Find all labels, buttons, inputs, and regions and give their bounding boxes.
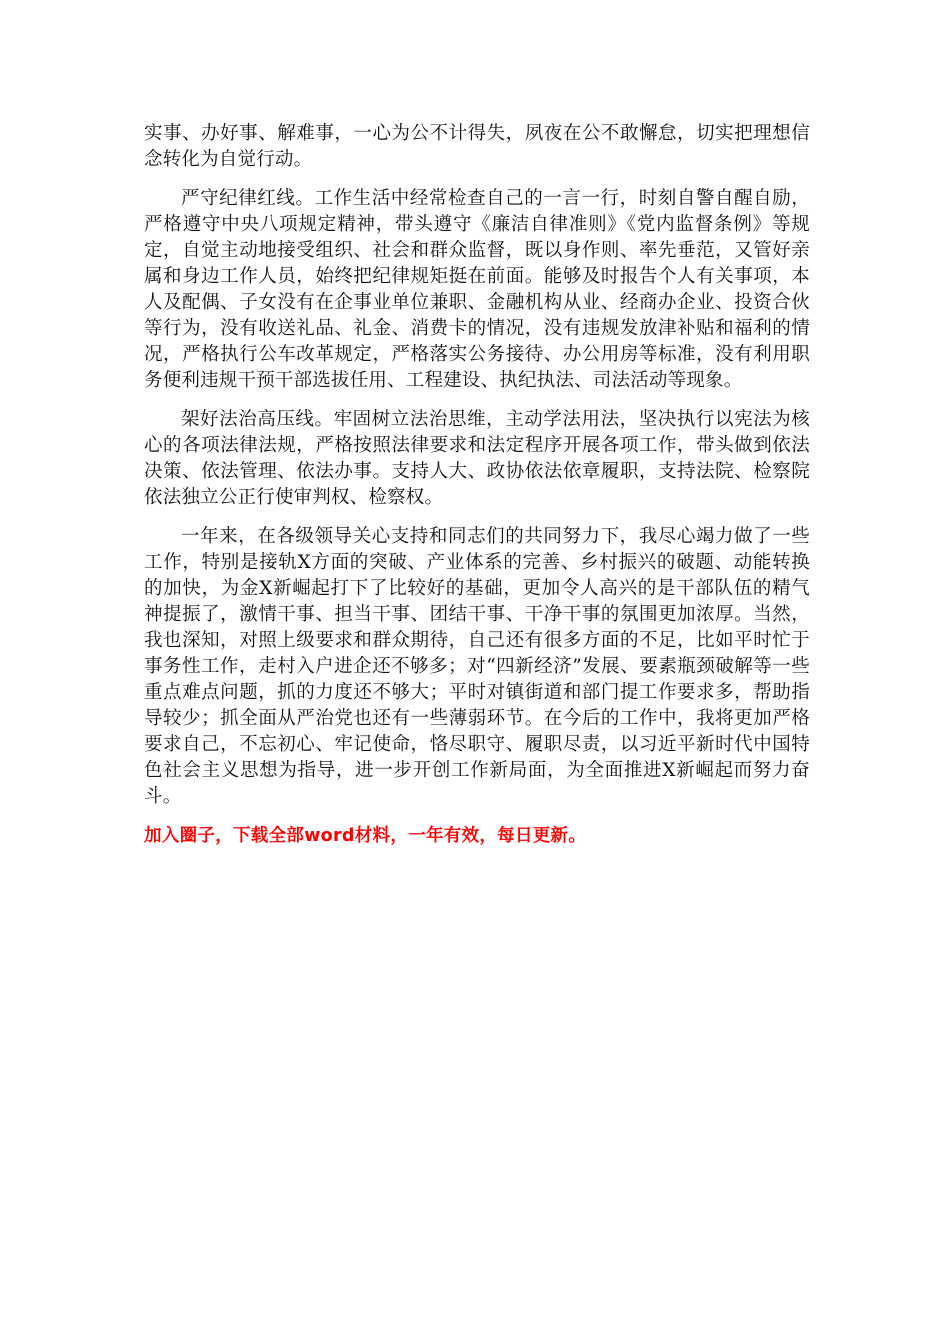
paragraph-continuation: 实事、办好事、解难事，一心为公不计得失，夙夜在公不敢懈怠，切实把理想信念转化为自觉行动。	[144, 123, 810, 170]
promo-text: 加入圈子，下载全部word材料，一年有效，每日更新。	[144, 826, 587, 846]
paragraph-discipline: 严守纪律红线。工作生活中经常检查自己的一言一行，时刻自警自醒自励，严格遵守中央八项规定精神，带头遵守《廉洁自律准则》《党内监督条例》等规定，自觉主动地接受组织、社会和群众监督，既以身作则、率先垂范，又管好亲属和身边工作人员，始终把纪律规矩挺在前面。能够及时报告个人有关事项，本人及配偶、子女没有在企事业单位兼职、金融机构从业、经商办企业、投资合伙等行为，没有收送礼品、礼金、消费卡的情况，没有违规发放津补贴和福利的情况，严格执行公车改革规定，严格落实公务接待、办公用房等标准，没有利用职务便利违规干预干部选拔任用、工程建设、执纪执法、司法活动等现象。	[144, 188, 810, 391]
document-body	[144, 121, 810, 849]
paragraph-summary: 一年来，在各级领导关心支持和同志们的共同努力下，我尽心竭力做了一些工作，特别是接轨X方面的突破、产业体系的完善、乡村振兴的破题、动能转换的加快，为金X新崛起打下了比较好的基础，更加令人高兴的是干部队伍的精气神提振了，激情干事、担当干事、团结干事、干净干事的氛围更加浓厚。当然，我也深知，对照上级要求和群众期待，自己还有很多方面的不足，比如平时忙于事务性工作，走村入户进企还不够多；对“四新经济”发展、要素瓶颈破解等一些重点难点问题，抓的力度还不够大；平时对镇街道和部门提工作要求多，帮助指导较少；抓全面从严治党也还有一些薄弱环节。在今后的工作中，我将更加严格要求自己，不忘初心、牢记使命，恪尽职守、履职尽责，以习近平新时代中国特色社会主义思想为指导，进一步开创工作新局面，为全面推进X新崛起而努力奋斗。	[144, 526, 810, 807]
paragraph-rule-of-law: 架好法治高压线。牢固树立法治思维，主动学法用法，坚决执行以宪法为核心的各项法律法规，严格按照法律要求和法定程序开展各项工作，带头做到依法决策、依法管理、依法办事。支持人大、政协依法依章履职，支持法院、检察院依法独立公正行使审判权、检察权。	[144, 409, 810, 508]
